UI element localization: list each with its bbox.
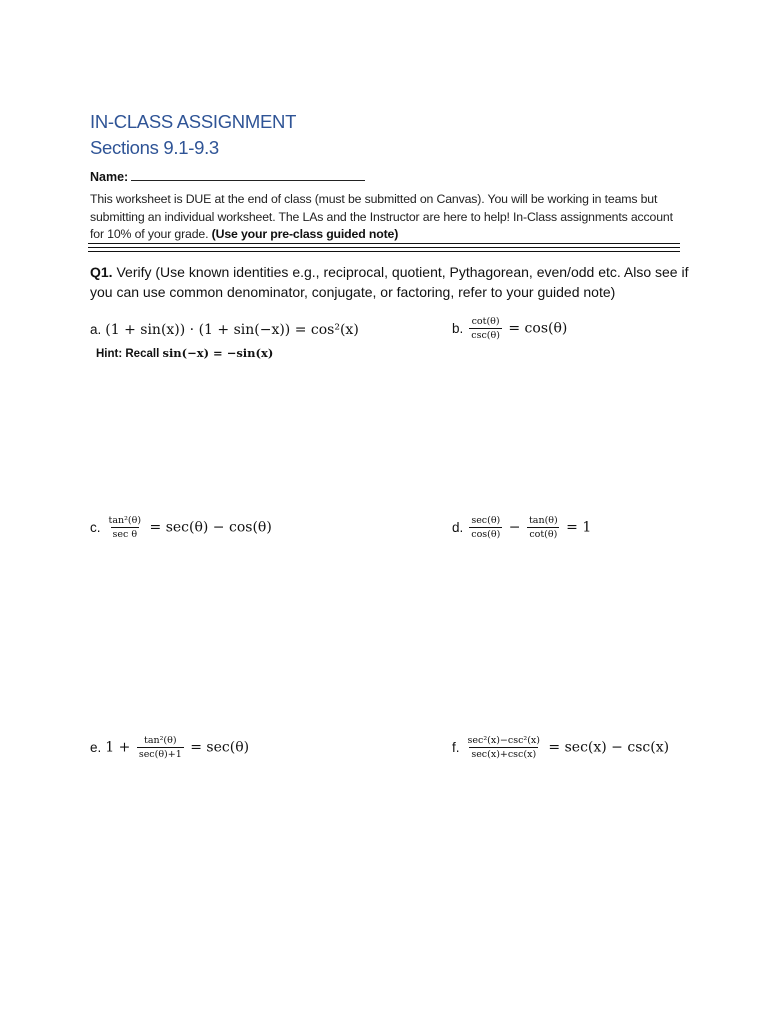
problem-d-denominator-2: cot(θ) [529, 529, 558, 540]
hint-expression: sin(−x) = −sin(x) [162, 346, 274, 360]
problem-f [452, 735, 669, 760]
section-divider [88, 247, 680, 252]
sections-subtitle: Sections 9.1-9.3 [90, 137, 219, 158]
problem-d-numerator-2: tan(θ) [528, 515, 558, 526]
problem-f-letter: f. [452, 739, 460, 755]
intro-text: This worksheet is DUE at the end of class (must be submitted on Canvas). You will be working in teams but submitting an individual worksheet. The LAs and the Instructor are here to help! In-Class assignments account for 10% of your grade. [90, 192, 673, 241]
question-prompt: Verify (Use known identities e.g., reciprocal, quotient, Pythagorean, even/odd etc. Also see if you can use common denominator, conjugate, or factoring, refer to your guided note) [90, 264, 689, 300]
problem-f-denominator: sec(x)+csc(x) [471, 749, 537, 760]
problem-c-letter: c. [90, 519, 101, 535]
problem-d-numerator-1: sec(θ) [471, 515, 501, 526]
problem-e [90, 735, 249, 760]
problem-e-lhs: 1 + [105, 739, 131, 756]
name-row [90, 167, 365, 184]
problem-c-fraction [107, 515, 144, 540]
problem-f-rhs: = sec(x) − csc(x) [548, 739, 670, 756]
problem-e-denominator: sec(θ)+1 [138, 749, 182, 760]
problem-b-denominator: csc(θ) [471, 330, 500, 341]
question-1 [90, 262, 690, 302]
problem-c-denominator: sec θ [112, 529, 138, 540]
problem-f-numerator: sec²(x)−csc²(x) [467, 735, 540, 746]
problem-e-numerator: tan²(θ) [144, 735, 177, 746]
assignment-title: IN-CLASS ASSIGNMENT [90, 111, 297, 132]
problem-e-fraction [137, 735, 184, 760]
problem-f-fraction [466, 735, 542, 760]
question-number: Q1. [90, 264, 113, 280]
problem-d-rhs: = 1 [566, 519, 592, 536]
problem-d-denominator-1: cos(θ) [471, 529, 501, 540]
problem-b [452, 316, 567, 341]
problem-c [90, 515, 272, 540]
problem-b-rhs: = cos(θ) [508, 320, 568, 337]
problem-c-rhs: = sec(θ) − cos(θ) [149, 519, 272, 536]
intro-underline [88, 243, 680, 244]
problem-b-numerator: cot(θ) [471, 316, 500, 327]
problem-d-operator: − [508, 519, 521, 536]
problem-d-fraction-2 [527, 515, 560, 540]
name-blank-line [131, 167, 365, 181]
hint-label: Hint: Recall [96, 348, 160, 360]
problem-e-rhs: = sec(θ) [190, 739, 250, 756]
intro-emphasis: (Use your pre-class guided note) [208, 227, 399, 241]
problem-a-expression: (1 + sin(x)) · (1 + sin(−x)) = cos²(x) [105, 322, 359, 338]
problem-d-fraction-1 [469, 515, 502, 540]
name-label: Name: [90, 170, 129, 184]
problem-d-letter: d. [452, 519, 464, 535]
problem-a-letter: a. [90, 322, 102, 337]
problem-c-numerator: tan²(θ) [108, 515, 142, 526]
problem-a-hint [96, 346, 273, 360]
problem-d [452, 515, 591, 540]
problem-e-letter: e. [90, 739, 102, 755]
problem-b-fraction [469, 316, 502, 341]
problem-b-letter: b. [452, 320, 464, 336]
intro-paragraph [90, 191, 680, 244]
problem-a [90, 322, 359, 338]
